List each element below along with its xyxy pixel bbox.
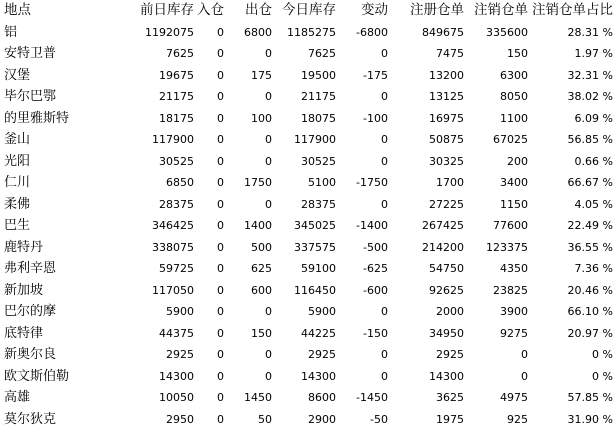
cell-change: -1750 bbox=[356, 176, 388, 189]
cell-prev-stock: 338075 bbox=[152, 240, 194, 254]
cell-in: 0 bbox=[217, 154, 224, 168]
cell-cancelled-ratio: 20.46 % bbox=[567, 283, 613, 297]
cell-registered: 7475 bbox=[436, 47, 464, 60]
cell-in: 0 bbox=[217, 369, 224, 383]
cell-cancelled: 1100 bbox=[500, 111, 528, 125]
cell-today-stock: 18075 bbox=[301, 111, 336, 125]
cell-change: 0 bbox=[381, 348, 388, 361]
cell-out: 6800 bbox=[244, 25, 272, 39]
cell-in: 0 bbox=[217, 197, 224, 211]
cell-location: 新加坡 bbox=[4, 282, 44, 298]
cell-in: 0 bbox=[217, 262, 224, 275]
cell-registered: 2000 bbox=[436, 305, 464, 318]
cell-change: 0 bbox=[381, 133, 388, 146]
cell-prev-stock: 59725 bbox=[159, 262, 194, 275]
table-row bbox=[0, 409, 613, 431]
table-row bbox=[0, 86, 613, 108]
cell-in: 0 bbox=[217, 176, 224, 189]
cell-cancelled: 1150 bbox=[500, 197, 528, 211]
col-header-location: 地点 bbox=[4, 2, 31, 18]
cell-out: 50 bbox=[258, 412, 272, 426]
cell-prev-stock: 44375 bbox=[159, 326, 194, 340]
cell-in: 0 bbox=[217, 391, 224, 404]
cell-prev-stock: 7625 bbox=[166, 47, 194, 60]
col-header-cancelled: 注销仓单 bbox=[474, 2, 528, 18]
cell-cancelled: 0 bbox=[521, 348, 528, 361]
table-row bbox=[0, 344, 613, 366]
cell-cancelled: 0 bbox=[521, 369, 528, 383]
cell-change: 0 bbox=[381, 47, 388, 60]
cell-cancelled-ratio: 57.85 % bbox=[567, 391, 613, 404]
table-row bbox=[0, 151, 613, 173]
cell-out: 0 bbox=[265, 47, 272, 60]
cell-change: 0 bbox=[381, 154, 388, 168]
cell-prev-stock: 6850 bbox=[166, 176, 194, 189]
cell-in: 0 bbox=[217, 305, 224, 318]
cell-prev-stock: 117050 bbox=[152, 283, 194, 297]
cell-registered: 1975 bbox=[436, 412, 464, 426]
cell-registered: 267425 bbox=[422, 219, 464, 232]
cell-change: -175 bbox=[363, 68, 388, 82]
cell-change: -150 bbox=[363, 326, 388, 340]
table-row bbox=[0, 258, 613, 280]
cell-today-stock: 345025 bbox=[294, 219, 336, 232]
cell-today-stock: 1185275 bbox=[287, 25, 336, 39]
cell-cancelled: 925 bbox=[507, 412, 528, 426]
cell-change: 0 bbox=[381, 305, 388, 318]
cell-registered: 13125 bbox=[429, 90, 464, 103]
cell-in: 0 bbox=[217, 326, 224, 340]
cell-registered: 214200 bbox=[422, 240, 464, 254]
cell-registered: 34950 bbox=[429, 326, 464, 340]
header-row bbox=[0, 0, 613, 22]
cell-in: 0 bbox=[217, 47, 224, 60]
cell-prev-stock: 10050 bbox=[159, 391, 194, 404]
cell-cancelled: 9275 bbox=[500, 326, 528, 340]
cell-registered: 54750 bbox=[429, 262, 464, 275]
cell-registered: 849675 bbox=[422, 25, 464, 39]
cell-today-stock: 8600 bbox=[308, 391, 336, 404]
cell-in: 0 bbox=[217, 240, 224, 254]
cell-prev-stock: 21175 bbox=[159, 90, 194, 103]
cell-change: -1400 bbox=[356, 219, 388, 232]
cell-location: 釜山 bbox=[4, 132, 31, 147]
cell-change: -600 bbox=[363, 283, 388, 297]
cell-location: 莫尔狄克 bbox=[4, 411, 57, 427]
cell-location: 毕尔巴鄂 bbox=[4, 89, 57, 104]
cell-prev-stock: 346425 bbox=[152, 219, 194, 232]
cell-cancelled: 150 bbox=[507, 47, 528, 60]
cell-change: -500 bbox=[363, 240, 388, 254]
cell-change: -6800 bbox=[356, 25, 388, 39]
cell-today-stock: 28375 bbox=[301, 197, 336, 211]
cell-cancelled-ratio: 36.55 % bbox=[567, 240, 613, 254]
cell-prev-stock: 5900 bbox=[166, 305, 194, 318]
cell-location: 仁川 bbox=[4, 175, 31, 190]
cell-cancelled-ratio: 38.02 % bbox=[567, 90, 613, 103]
cell-today-stock: 117900 bbox=[294, 133, 336, 146]
col-header-prev-stock: 前日库存 bbox=[140, 2, 194, 18]
col-header-cancelled-ratio: 注销仓单占比 bbox=[532, 2, 613, 18]
cell-out: 150 bbox=[251, 326, 272, 340]
cell-cancelled-ratio: 0.66 % bbox=[574, 154, 613, 168]
cell-location: 鹿特丹 bbox=[4, 239, 44, 255]
cell-cancelled: 4975 bbox=[500, 391, 528, 404]
table-row bbox=[0, 387, 613, 409]
cell-cancelled-ratio: 6.09 % bbox=[574, 111, 613, 125]
cell-out: 0 bbox=[265, 369, 272, 383]
cell-in: 0 bbox=[217, 348, 224, 361]
cell-location: 弗利辛恩 bbox=[4, 261, 57, 276]
cell-cancelled-ratio: 4.05 % bbox=[574, 197, 613, 211]
cell-out: 625 bbox=[251, 262, 272, 275]
cell-location: 光阳 bbox=[4, 153, 31, 169]
cell-registered: 27225 bbox=[429, 197, 464, 211]
cell-in: 0 bbox=[217, 133, 224, 146]
table-row bbox=[0, 237, 613, 259]
cell-location: 高雄 bbox=[4, 390, 31, 405]
table-row bbox=[0, 194, 613, 216]
table-row bbox=[0, 22, 613, 44]
table-row bbox=[0, 323, 613, 345]
table-row bbox=[0, 366, 613, 388]
table-row bbox=[0, 129, 613, 151]
cell-registered: 16975 bbox=[429, 111, 464, 125]
cell-cancelled: 23825 bbox=[493, 283, 528, 297]
cell-today-stock: 2925 bbox=[308, 348, 336, 361]
cell-today-stock: 5900 bbox=[308, 305, 336, 318]
cell-cancelled-ratio: 22.49 % bbox=[567, 219, 613, 232]
cell-registered: 13200 bbox=[429, 68, 464, 82]
cell-in: 0 bbox=[217, 111, 224, 125]
col-header-in: 入仓 bbox=[197, 2, 224, 18]
cell-registered: 14300 bbox=[429, 369, 464, 383]
cell-out: 0 bbox=[265, 154, 272, 168]
cell-cancelled: 3400 bbox=[500, 176, 528, 189]
cell-prev-stock: 28375 bbox=[159, 197, 194, 211]
cell-change: -100 bbox=[363, 111, 388, 125]
cell-registered: 3625 bbox=[436, 391, 464, 404]
cell-cancelled: 4350 bbox=[500, 262, 528, 275]
cell-change: 0 bbox=[381, 197, 388, 211]
col-header-registered: 注册仓单 bbox=[410, 2, 464, 18]
cell-prev-stock: 2925 bbox=[166, 348, 194, 361]
cell-today-stock: 2900 bbox=[308, 412, 336, 426]
cell-cancelled-ratio: 0 % bbox=[592, 369, 613, 383]
cell-cancelled-ratio: 32.31 % bbox=[567, 68, 613, 82]
cell-prev-stock: 18175 bbox=[159, 111, 194, 125]
table-row bbox=[0, 280, 613, 302]
cell-today-stock: 59100 bbox=[301, 262, 336, 275]
cell-registered: 92625 bbox=[429, 283, 464, 297]
cell-change: 0 bbox=[381, 369, 388, 383]
cell-in: 0 bbox=[217, 219, 224, 232]
cell-location: 汉堡 bbox=[4, 67, 31, 83]
cell-prev-stock: 117900 bbox=[152, 133, 194, 146]
cell-location: 安特卫普 bbox=[4, 46, 57, 61]
cell-location: 铝 bbox=[4, 24, 18, 40]
table-row bbox=[0, 301, 613, 323]
cell-location: 欧文斯伯勒 bbox=[4, 368, 70, 384]
table-row bbox=[0, 43, 613, 65]
col-header-today-stock: 今日库存 bbox=[282, 2, 336, 18]
table-body bbox=[0, 22, 613, 431]
cell-prev-stock: 14300 bbox=[159, 369, 194, 383]
cell-cancelled-ratio: 1.97 % bbox=[574, 47, 613, 60]
cell-today-stock: 116450 bbox=[294, 283, 336, 297]
table-row bbox=[0, 215, 613, 237]
cell-in: 0 bbox=[217, 25, 224, 39]
cell-prev-stock: 19675 bbox=[159, 68, 194, 82]
cell-out: 0 bbox=[265, 305, 272, 318]
cell-out: 0 bbox=[265, 133, 272, 146]
cell-registered: 50875 bbox=[429, 133, 464, 146]
col-header-out: 出仓 bbox=[245, 2, 272, 18]
cell-in: 0 bbox=[217, 283, 224, 297]
cell-cancelled-ratio: 66.10 % bbox=[567, 305, 613, 318]
cell-location: 新奥尔良 bbox=[4, 347, 57, 362]
cell-registered: 1700 bbox=[436, 176, 464, 189]
table-row bbox=[0, 108, 613, 130]
table-row bbox=[0, 172, 613, 194]
cell-location: 巴生 bbox=[4, 218, 31, 233]
cell-registered: 30325 bbox=[429, 154, 464, 168]
cell-cancelled-ratio: 66.67 % bbox=[567, 176, 613, 189]
cell-out: 1750 bbox=[244, 176, 272, 189]
cell-out: 1400 bbox=[244, 219, 272, 232]
cell-prev-stock: 30525 bbox=[159, 154, 194, 168]
cell-location: 柔佛 bbox=[4, 196, 31, 212]
cell-cancelled-ratio: 31.90 % bbox=[567, 412, 613, 426]
cell-change: -1450 bbox=[356, 391, 388, 404]
cell-cancelled-ratio: 0 % bbox=[592, 348, 613, 361]
cell-location: 底特律 bbox=[4, 325, 44, 341]
cell-today-stock: 19500 bbox=[301, 68, 336, 82]
col-header-change: 变动 bbox=[361, 2, 388, 18]
cell-cancelled-ratio: 20.97 % bbox=[567, 326, 613, 340]
cell-out: 100 bbox=[251, 111, 272, 125]
cell-location: 的里雅斯特 bbox=[4, 110, 70, 126]
cell-change: -625 bbox=[363, 262, 388, 275]
cell-prev-stock: 2950 bbox=[166, 412, 194, 426]
cell-today-stock: 7625 bbox=[308, 47, 336, 60]
cell-cancelled-ratio: 7.36 % bbox=[574, 262, 613, 275]
cell-location: 巴尔的摩 bbox=[4, 304, 57, 319]
cell-cancelled: 77600 bbox=[493, 219, 528, 232]
cell-change: -50 bbox=[370, 412, 388, 426]
cell-cancelled: 335600 bbox=[486, 25, 528, 39]
cell-cancelled: 8050 bbox=[500, 90, 528, 103]
cell-cancelled: 123375 bbox=[486, 240, 528, 254]
cell-out: 175 bbox=[251, 68, 272, 82]
cell-cancelled: 67025 bbox=[493, 133, 528, 146]
cell-out: 0 bbox=[265, 90, 272, 103]
cell-out: 500 bbox=[251, 240, 272, 254]
cell-today-stock: 21175 bbox=[301, 90, 336, 103]
cell-today-stock: 44225 bbox=[301, 326, 336, 340]
cell-out: 0 bbox=[265, 348, 272, 361]
cell-out: 1450 bbox=[244, 391, 272, 404]
cell-in: 0 bbox=[217, 90, 224, 103]
cell-in: 0 bbox=[217, 412, 224, 426]
table-row bbox=[0, 65, 613, 87]
cell-cancelled: 6300 bbox=[500, 68, 528, 82]
cell-cancelled-ratio: 56.85 % bbox=[567, 133, 613, 146]
cell-cancelled: 3900 bbox=[500, 305, 528, 318]
cell-change: 0 bbox=[381, 90, 388, 103]
cell-prev-stock: 1192075 bbox=[145, 25, 194, 39]
cell-today-stock: 5100 bbox=[308, 176, 336, 189]
cell-today-stock: 337575 bbox=[294, 240, 336, 254]
cell-in: 0 bbox=[217, 68, 224, 82]
cell-out: 0 bbox=[265, 197, 272, 211]
cell-cancelled-ratio: 28.31 % bbox=[567, 25, 613, 39]
cell-today-stock: 30525 bbox=[301, 154, 336, 168]
cell-registered: 2925 bbox=[436, 348, 464, 361]
cell-today-stock: 14300 bbox=[301, 369, 336, 383]
cell-cancelled: 200 bbox=[507, 154, 528, 168]
cell-out: 600 bbox=[251, 283, 272, 297]
